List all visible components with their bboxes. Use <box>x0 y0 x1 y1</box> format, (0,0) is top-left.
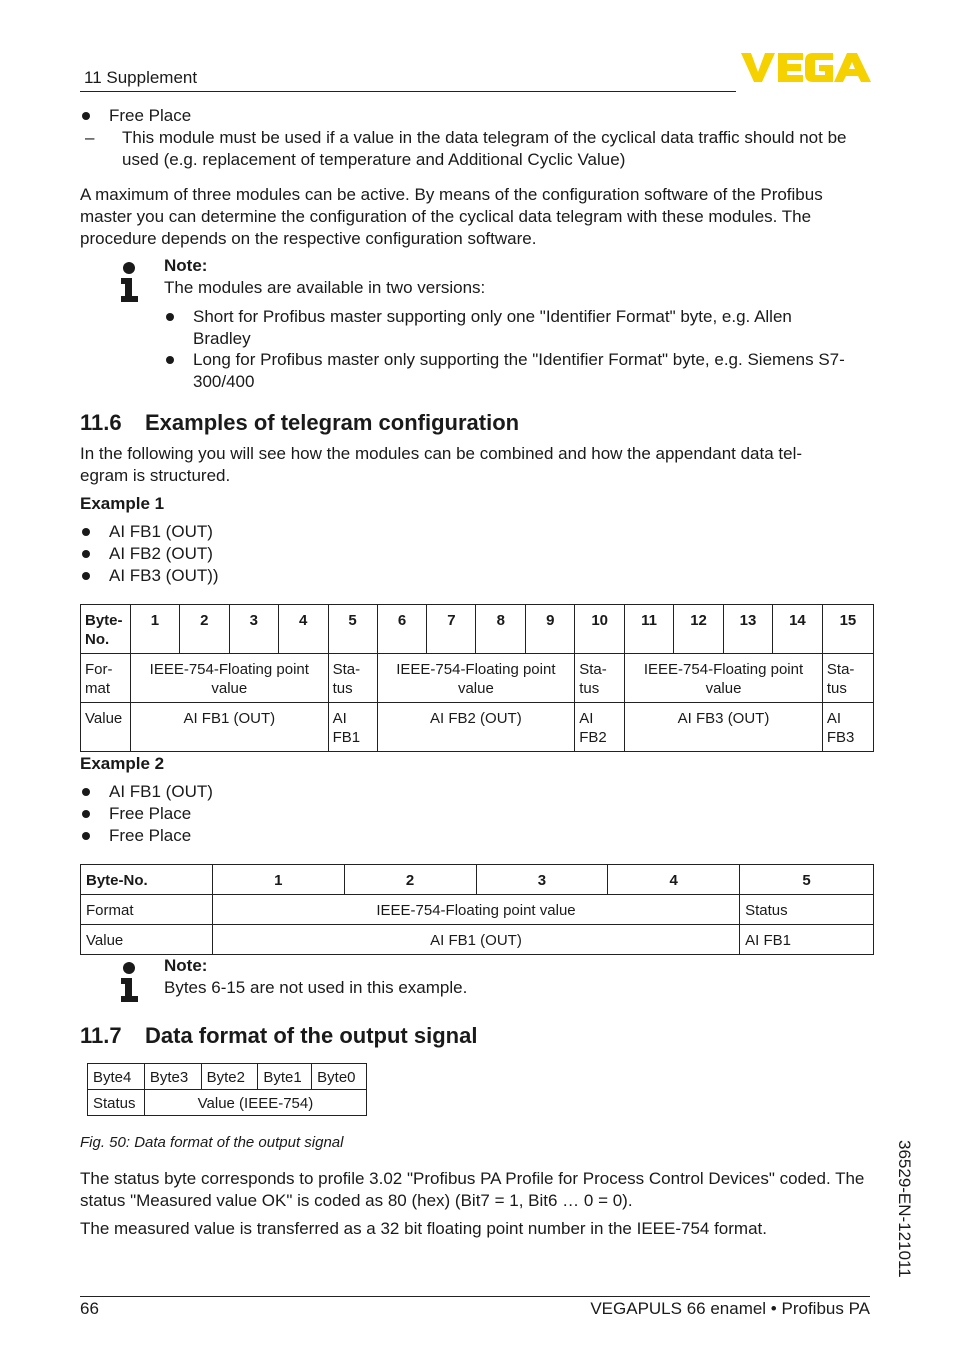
byte-header: 6 <box>377 605 427 654</box>
vega-logo-icon <box>741 50 873 84</box>
status-value-cell: AI FB1 <box>328 703 377 752</box>
status-value-cell: AI FB3 <box>822 703 873 752</box>
byte-header: 4 <box>278 605 328 654</box>
status-paragraph: The status byte corresponds to profile 3.02 "Profibus PA Profile for Process Control Devices" coded. The status "Measured value OK" is coded as 80 (hex) (Bit7 = 1, Bit6 … 0 = 0). <box>80 1169 865 1210</box>
note-item-long: Long for Profibus master only supporting the "Identifier Format" byte, e.g. Siemens S7-300/400 <box>193 350 845 391</box>
format-status-cell: Sta-tus <box>328 654 377 703</box>
bullet-icon <box>166 313 174 321</box>
header-rule <box>80 91 736 92</box>
byte-header: 11 <box>625 605 674 654</box>
bullet-icon <box>82 528 90 536</box>
dash-marker: – <box>85 128 95 147</box>
value-cell: AI FB2 (OUT) <box>377 703 575 752</box>
byte-header: 12 <box>674 605 724 654</box>
info-note-icon <box>119 962 139 1004</box>
byte-header: 9 <box>526 605 575 654</box>
byte-no-label: Byte-No. <box>81 865 213 895</box>
page-number: 66 <box>80 1299 99 1318</box>
byte-header: 1 <box>130 605 179 654</box>
byte-header: 1 <box>212 865 344 895</box>
byte-header: Byte1 <box>258 1064 312 1090</box>
value-cell: Value (IEEE-754) <box>144 1090 366 1116</box>
free-place-item: Free Place <box>109 106 192 125</box>
output-signal-table <box>87 1063 367 1116</box>
format-float-cell: IEEE-754-Floating point value <box>377 654 575 703</box>
bullet-icon <box>82 572 90 580</box>
section-11-6-paragraph: In the following you will see how the modules can be combined and how the appendant data tel-egram is structured. <box>80 444 803 485</box>
document-code: 36529-EN-121011 <box>895 1140 914 1278</box>
byte-header: Byte4 <box>88 1064 145 1090</box>
byte-no-label: Byte-No. <box>81 605 131 654</box>
figure-caption: Fig. 50: Data format of the output signal <box>80 1134 344 1151</box>
free-place-description: This module must be used if a value in the data telegram of the cyclical data traffic should not be used (e.g. replacement of temperature and Additional Cyclic Value) <box>122 128 847 169</box>
value-cell: AI FB1 (OUT) <box>212 925 739 955</box>
format-label: Format <box>81 895 213 925</box>
bullet-icon <box>166 356 174 364</box>
format-status-cell: Sta-tus <box>822 654 873 703</box>
format-label: For-mat <box>81 654 131 703</box>
example-1-title: Example 1 <box>80 494 165 513</box>
list-item: AI FB1 (OUT) <box>109 782 213 801</box>
byte-header: 7 <box>427 605 476 654</box>
list-item: AI FB3 (OUT)) <box>109 566 219 585</box>
byte-header: 4 <box>608 865 740 895</box>
section-heading-11-7: 11.7 Data format of the output signal <box>80 1023 478 1048</box>
intro-paragraph: A maximum of three modules can be active. By means of the configuration software of the Profibus master you can determine the configuration of the cyclical data telegram with these modules. The procedure depends on the respective configuration software. <box>80 185 823 248</box>
byte-header: 3 <box>476 865 608 895</box>
value-label: Value <box>81 925 213 955</box>
format-float-cell: IEEE-754-Floating point value <box>625 654 823 703</box>
status-value-cell: AI FB2 <box>575 703 625 752</box>
byte-header: 8 <box>476 605 526 654</box>
list-item: Free Place <box>109 804 192 823</box>
footer-rule <box>80 1296 870 1297</box>
byte-header: Byte3 <box>144 1064 201 1090</box>
byte-header: 15 <box>822 605 873 654</box>
byte-header: 2 <box>179 605 229 654</box>
status-cell: Status <box>88 1090 145 1116</box>
example-2-title: Example 2 <box>80 754 165 773</box>
value-cell: AI FB1 (OUT) <box>130 703 328 752</box>
bullet-icon <box>82 788 90 796</box>
byte-header: 10 <box>575 605 625 654</box>
note-item-short: Short for Profibus master supporting only one "Identifier Format" byte, e.g. Allen Bradley <box>193 307 792 348</box>
status-value-cell: AI FB1 <box>740 925 874 955</box>
list-item: AI FB1 (OUT) <box>109 522 213 541</box>
note-title: Note: <box>164 956 208 975</box>
example-2-table <box>80 864 874 955</box>
note-title: Note: <box>164 256 208 275</box>
bullet-icon <box>82 810 90 818</box>
note-text: Bytes 6-15 are not used in this example. <box>164 978 468 997</box>
info-note-icon <box>119 262 139 304</box>
measured-value-paragraph: The measured value is transferred as a 32 bit floating point number in the IEEE-754 format. <box>80 1219 767 1238</box>
byte-header: 5 <box>740 865 874 895</box>
section-heading-11-6: 11.6 Examples of telegram configuration <box>80 410 520 435</box>
note-text: The modules are available in two versions: <box>164 278 486 297</box>
byte-header: Byte0 <box>312 1064 367 1090</box>
bullet-icon <box>82 832 90 840</box>
format-status-cell: Status <box>740 895 874 925</box>
bullet-icon <box>82 112 90 120</box>
byte-header: 13 <box>724 605 773 654</box>
example-1-table <box>80 604 874 752</box>
format-float-cell: IEEE-754-Floating point value <box>130 654 328 703</box>
bullet-icon <box>82 550 90 558</box>
list-item: Free Place <box>109 826 192 845</box>
footer-product: VEGAPULS 66 enamel • Profibus PA <box>590 1299 870 1318</box>
byte-header: 5 <box>328 605 377 654</box>
byte-header: 14 <box>772 605 822 654</box>
byte-header: Byte2 <box>201 1064 258 1090</box>
value-label: Value <box>81 703 131 752</box>
value-cell: AI FB3 (OUT) <box>625 703 823 752</box>
header-section: 11 Supplement <box>84 68 198 87</box>
byte-header: 3 <box>229 605 278 654</box>
format-float-cell: IEEE-754-Floating point value <box>212 895 739 925</box>
format-status-cell: Sta-tus <box>575 654 625 703</box>
byte-header: 2 <box>344 865 476 895</box>
list-item: AI FB2 (OUT) <box>109 544 213 563</box>
